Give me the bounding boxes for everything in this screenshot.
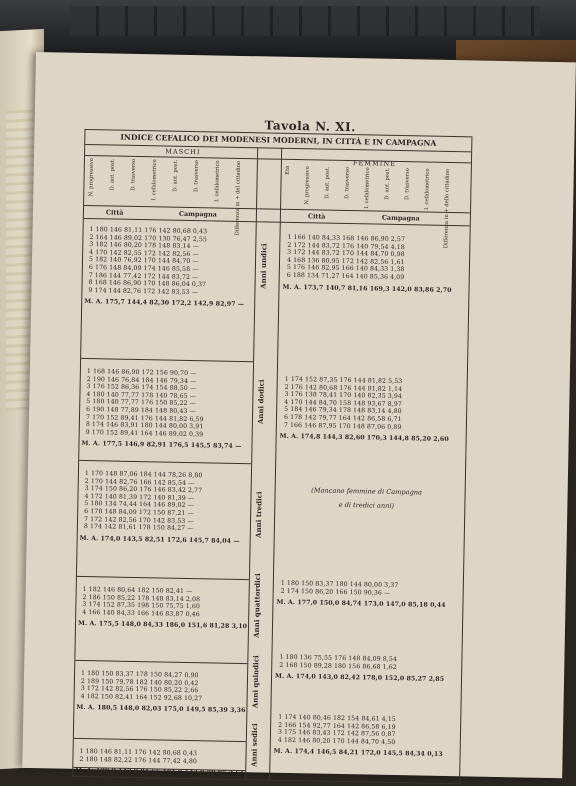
table-title: INDICE CEFALICO DEI MODENESI MODERNI, IN CITTÀ E IN CAMPAGNA bbox=[85, 130, 471, 152]
table-row: 2 176 142 80,68 176 144 81,82 1,14 bbox=[284, 383, 403, 393]
age-label-dodici: Anni dodici bbox=[255, 379, 266, 425]
male-header: I. cefalometrico bbox=[214, 160, 221, 202]
group-rule bbox=[81, 358, 253, 362]
table-row: 4 180 140 77,77 178 140 78,65 — bbox=[86, 390, 197, 400]
average-row: M. A. 174,0 143,5 82,51 172,6 145,7 84,04 — bbox=[79, 534, 240, 545]
table-row: 6 178 148 84,09 172 150 87,21 — bbox=[84, 508, 194, 518]
table-row: 7 172 142 82,56 170 142 83,53 — bbox=[83, 515, 194, 525]
group-rule bbox=[75, 660, 247, 664]
female-header: N. progressivo bbox=[304, 166, 311, 205]
male-header: I. cefalometrico bbox=[151, 159, 158, 201]
female-header: D. trasverso bbox=[404, 168, 411, 201]
age-label-undici: Anni undici bbox=[258, 243, 269, 289]
table-row: 1 174 140 80,46 182 154 84,61 4,15 bbox=[278, 713, 396, 724]
table-row: 4 168 136 80,95 172 142 82,56 1,61 bbox=[286, 256, 405, 266]
table-row: 3 176 152 86,36 174 154 88,50 — bbox=[86, 383, 197, 393]
table-row: 2 172 144 83,72 176 140 79,54 4,18 bbox=[287, 241, 405, 251]
table-row: 5 180 140 77,77 176 150 85,22 — bbox=[86, 398, 197, 408]
book-page bbox=[22, 52, 576, 778]
table-row: 6 188 134 71,27 164 140 85,36 4,09 bbox=[286, 271, 405, 282]
female-header: D. ant. post. bbox=[324, 166, 331, 199]
table-row: 3 175 146 83,43 172 142 87,56 0,87 bbox=[277, 728, 396, 739]
average-row: M. A. 177,0 150,0 84,74 173,0 147,0 85,18 0,44 bbox=[276, 598, 446, 610]
group-rule bbox=[79, 460, 251, 464]
table-row: 8 174 142 81,61 178 150 84,27 — bbox=[83, 523, 194, 533]
table-row: 7 186 144 77,42 172 144 83,72 — bbox=[88, 271, 199, 281]
table-row: 4 170 144 84,70 158 148 93,67 8,97 bbox=[284, 398, 402, 408]
divider-age-column bbox=[269, 148, 282, 780]
table-row: 9 170 152 89,41 164 146 89,02 0,39 bbox=[85, 428, 204, 439]
table-row: 5 184 146 79,34 178 148 83,14 4,80 bbox=[284, 406, 402, 416]
table-row: 6 190 148 77,89 184 148 80,43 — bbox=[86, 406, 196, 416]
table-row: 3 176 138 78,41 170 140 82,35 3,94 bbox=[284, 391, 403, 401]
age-label-tredici: Anni tredici bbox=[253, 491, 264, 539]
table-row: 4 166 140 84,33 166 146 83,87 0,46 bbox=[82, 608, 200, 619]
male-header: D. ant. post. bbox=[109, 158, 116, 191]
table-row: 1 180 150 83,37 178 150 84,27 0,90 bbox=[81, 669, 199, 680]
male-header: D. trasverso bbox=[193, 160, 200, 193]
table-row: 4 170 142 82,55 172 142 82,56 — bbox=[89, 248, 199, 258]
table-row: 3 174 150 86,20 176 146 83,42 2,77 bbox=[84, 485, 203, 495]
table-row: 4 182 146 80,20 170 144 84,70 4,50 bbox=[277, 736, 396, 746]
female-header: I. cefalometrico bbox=[364, 167, 371, 209]
table-row: 3 174 152 87,35 198 150 75,75 1,60 bbox=[82, 601, 201, 611]
table-row: 5 176 146 82,95 166 140 84,33 1,38 bbox=[286, 264, 405, 274]
table-row: 2 170 144 82,76 166 142 85,54 — bbox=[84, 477, 195, 487]
group-rule bbox=[77, 576, 249, 580]
table-row: 8 174 146 83,91 180 144 80,00 3,91 bbox=[85, 421, 204, 431]
table-row: 1 180 146 81,11 176 142 80,68 0,43 bbox=[79, 747, 198, 758]
table-row: 6 178 142 79,77 164 142 86,58 6,71 bbox=[283, 413, 402, 424]
table-row: 2 189 150 79,78 182 140 80,20 0,42 bbox=[80, 677, 199, 687]
section-maschi: MASCHI bbox=[165, 147, 201, 157]
table-frame bbox=[72, 129, 472, 784]
average-row: M. A. 180,5 148,0 82,03 175,0 149,5 85,39 3,36 bbox=[76, 704, 246, 715]
average-row: M. A. 173,7 140,7 81,16 169,3 142,0 83,86 2,70 bbox=[282, 283, 452, 294]
table-row: 4 172 140 81,39 172 140 81,39 — bbox=[84, 492, 195, 502]
female-header: D. trasverso bbox=[344, 166, 351, 199]
table-row: 5 180 134 74,44 164 146 89,02 — bbox=[84, 500, 195, 510]
female-country-label: Campagna bbox=[381, 213, 420, 223]
table-row: 4 182 150 82,41 164 152 92,68 10,27 bbox=[80, 692, 203, 703]
table-row: 7 170 152 89,41 176 144 81,82 6,59 bbox=[85, 413, 204, 423]
female-header: Differenza in + dello cittadino bbox=[443, 168, 451, 249]
average-row: M. A. 174,4 146,5 84,21 172,0 145,5 84,34 0,13 bbox=[273, 748, 443, 759]
table-row: 1 180 150 83,37 180 144 80,00 3,37 bbox=[280, 579, 399, 590]
age-label-quattordici: Anni quattordici bbox=[251, 573, 263, 638]
male-city-label: Città bbox=[105, 208, 124, 217]
male-header: D. trasverso bbox=[130, 158, 137, 191]
female-note-line-2: e di tredici anni) bbox=[338, 500, 395, 510]
table-row: 6 176 148 84,09 174 146 85,58 — bbox=[88, 264, 199, 274]
section-rule bbox=[85, 155, 471, 163]
average-row: M. A. 180,0 147,0 81,66 181,0 143,0 79,05 2,61 bbox=[75, 767, 245, 778]
table-row: 7 166 146 87,95 170 148 87,06 0,89 bbox=[283, 421, 402, 431]
average-row: M. A. 174,0 143,0 82,42 178,0 152,0 85,27 2,85 bbox=[274, 672, 445, 684]
group-rule bbox=[74, 738, 246, 742]
male-header: N. progressivo bbox=[88, 158, 95, 197]
age-label-sedici: Anni sedici bbox=[249, 723, 260, 767]
average-row: M. A. 177,5 146,9 82,91 176,5 145,5 83,74 — bbox=[81, 440, 242, 451]
table-row: 2 190 146 76,84 184 146 79,34 — bbox=[86, 375, 197, 385]
female-note-line-1: (Mancano femmine di Campagna bbox=[311, 486, 423, 497]
age-label-quindici: Anni quindici bbox=[250, 655, 261, 709]
table-row: 5 182 140 76,92 170 144 84,70 — bbox=[88, 256, 199, 266]
average-row: M. A. 174,8 144,3 82,60 170,3 144,8 85,20 2,60 bbox=[279, 432, 449, 444]
table-row: 2 168 150 89,28 180 156 86,68 1,62 bbox=[279, 661, 397, 671]
average-row: M. A. 175,5 148,0 84,33 186,0 151,6 81,28 3,10 bbox=[77, 620, 248, 631]
section-femmine: FEMMINE bbox=[352, 159, 397, 168]
table-row: 2 166 154 92,77 164 142 86,58 6,19 bbox=[278, 721, 396, 731]
table-row: 1 166 140 84,33 168 146 86,90 2,57 bbox=[287, 233, 406, 244]
table-row: 2 186 150 85,22 178 148 83,14 2,08 bbox=[82, 593, 201, 603]
table-row: 1 170 148 87,06 184 144 78,26 8,80 bbox=[84, 470, 203, 480]
average-row: M. A. 175,7 144,4 82,30 172,2 142,9 82,97 — bbox=[84, 298, 245, 309]
table-row: 3 182 146 80,20 178 148 83,14 — bbox=[89, 241, 200, 251]
table-row: 1 182 146 80,64 182 150 82,41 — bbox=[82, 585, 193, 596]
table-row: 1 168 146 86,90 172 156 90,70 — bbox=[86, 368, 197, 378]
female-city-label: Città bbox=[307, 212, 326, 221]
table-row: 1 180 146 81,11 176 142 80,68 0,43 bbox=[89, 226, 208, 236]
table-row: 1 174 152 87,35 176 144 81,82 5,53 bbox=[284, 375, 403, 386]
table-row: 8 168 146 86,90 170 148 86,04 0,37 bbox=[88, 279, 207, 289]
header-rule bbox=[84, 205, 470, 213]
keyboard-keys bbox=[70, 6, 540, 36]
table-row: 3 172 142 82,56 176 150 85,22 2,66 bbox=[80, 685, 199, 695]
table-row: 1 180 136 75,55 176 148 84,09 8,54 bbox=[279, 653, 398, 664]
table-row: 3 172 144 83,72 170 144 84,70 0,98 bbox=[287, 249, 405, 259]
female-header: I. cefalometrico bbox=[424, 168, 431, 210]
table-heading: Tavola N. XI. bbox=[264, 118, 356, 135]
table-row: 2 180 148 82,22 176 144 77,42 4,80 bbox=[79, 755, 198, 765]
male-country-label: Campagna bbox=[178, 209, 217, 219]
table-row: 9 174 144 82,76 172 142 83,53 — bbox=[88, 286, 199, 296]
female-header: D. ant. post. bbox=[384, 167, 391, 200]
table-row: 2 174 150 86,20 166 150 90,36 — bbox=[280, 587, 391, 597]
male-header: Differenza in + del cittadino bbox=[234, 160, 242, 236]
female-header: Età bbox=[284, 165, 291, 175]
table-row: 2 164 146 89,02 170 130 76,47 2,55 bbox=[89, 233, 208, 243]
male-header: D. ant. post. bbox=[172, 159, 179, 192]
